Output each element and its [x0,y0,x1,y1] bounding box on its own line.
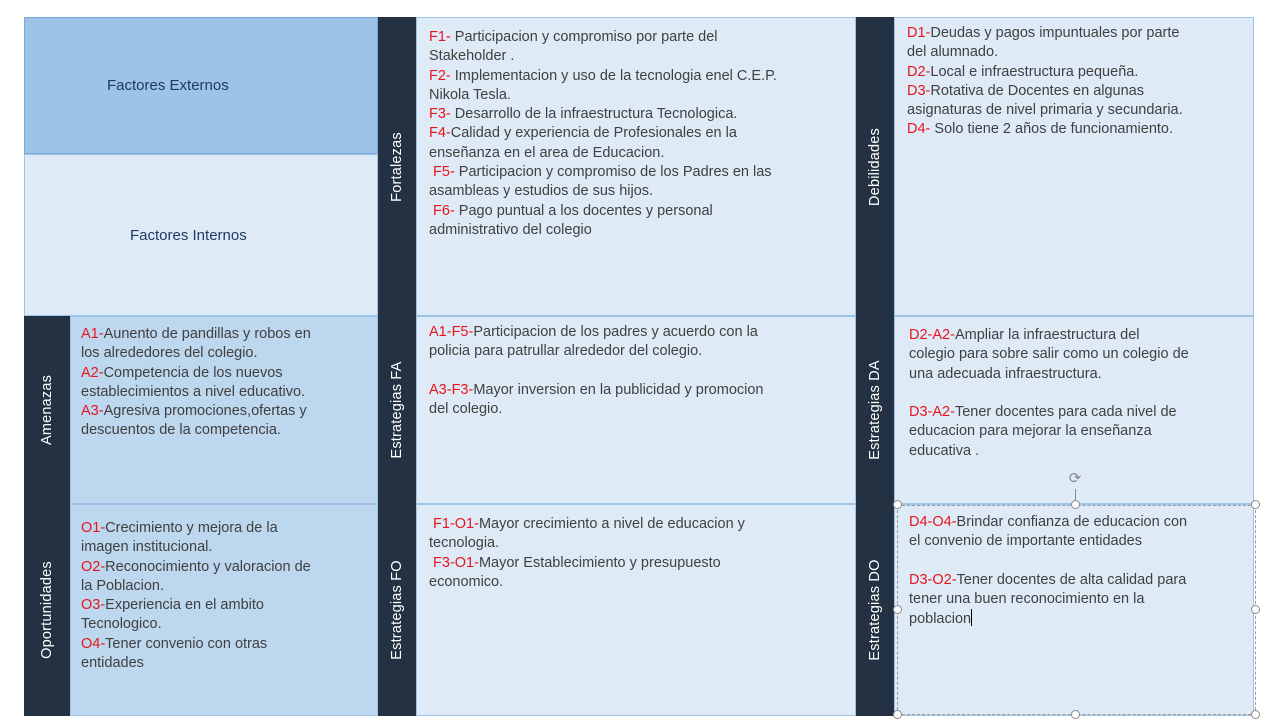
oportunidades-label-cell [24,504,70,716]
estrategias-fo-cell [416,504,856,716]
estrategias-do-textbox[interactable] [894,504,1254,716]
fortalezas-cell [416,17,856,316]
estrategias-fa-label: Estrategias FA [389,361,405,459]
fortalezas-text [429,28,777,240]
resize-handle-bottom-right[interactable] [1251,710,1260,719]
text-line: los alrededores del colegio. [81,345,258,362]
oportunidades-label: Oportunidades [39,561,55,659]
text-line: educativa . [909,442,980,459]
resize-handle-middle-left[interactable] [893,605,902,614]
text-line: el convenio de importante entidades [909,533,1142,550]
list-item: F1- Participacion y compromiso por parte del [429,29,718,45]
text-line: colegio para sobre salir como un colegio de [909,346,1189,363]
list-item: F4-Calidad y experiencia de Profesionales en la [429,125,737,142]
list-item: O3-Experiencia en el ambito [81,597,264,614]
text-line-with-cursor: poblacion [909,611,972,628]
estrategias-fo-label-cell [378,504,416,716]
list-item: D4- Solo tiene 2 años de funcionamiento. [907,121,1174,138]
resize-handle-middle-right[interactable] [1251,605,1260,614]
oportunidades-cell [70,504,378,716]
list-item: A3-Agresiva promociones,ofertas y [81,403,307,420]
estrategias-fo-label: Estrategias FO [389,560,405,660]
text-line: entidades [81,655,144,672]
text-line: del alumnado. [907,44,999,61]
text-line: tecnologia. [429,535,500,552]
list-item: F3- Desarrollo de la infraestructura Tecnologica. [429,106,738,123]
text-line: asignaturas de nivel primaria y secundaria. [907,102,1183,119]
text-line: Nikola Tesla. [429,86,511,103]
list-item: D2-A2-Ampliar la infraestructura del [909,327,1140,343]
resize-handle-top-center[interactable] [1071,500,1080,509]
fortalezas-label: Fortalezas [389,131,405,202]
estrategias-do-text[interactable] [909,513,1187,630]
list-item: F3-O1-Mayor Establecimiento y presupuesto [433,554,721,571]
factores-externos-title: Factores Externos [107,77,229,94]
factores-internos-title: Factores Internos [130,226,247,244]
estrategias-fa-label-cell [378,316,416,504]
resize-handle-top-left[interactable] [893,500,902,509]
list-item: D2-Local e infraestructura pequeña. [907,63,1139,80]
estrategias-da-label: Estrategias DA [867,360,883,460]
list-item: O2-Reconocimiento y valoracion de [81,558,311,575]
estrategias-do-label: Estrategias DO [867,559,883,661]
fortalezas-label-cell [378,17,416,316]
list-item: D3-Rotativa de Docentes en algunas [907,82,1144,99]
list-item: D1-Deudas y pagos impuntuales por parte [907,25,1180,41]
rotate-icon[interactable]: ⟳ [1068,470,1082,487]
estrategias-da-text [909,326,1189,461]
text-line: educacion para mejorar la enseñanza [909,423,1152,440]
list-item: D4-O4-Brindar confianza de educacion con [909,514,1188,530]
text-cursor [971,609,972,626]
text-line: asambleas y estudios de sus hijos. [429,183,654,200]
debilidades-text [907,24,1183,140]
list-item: A3-F3-Mayor inversion en la publicidad y promocion [429,381,764,398]
list-item: A1-F5-Participacion de los padres y acuerdo con la [429,324,758,340]
amenazas-label-cell [24,316,70,504]
resize-handle-top-right[interactable] [1251,500,1260,509]
text-line: policia para patrullar alrededor del colegio. [429,343,703,360]
amenazas-cell [70,316,378,504]
estrategias-fa-text [429,323,763,419]
text-line: una adecuada infraestructura. [909,365,1102,382]
list-item: F2- Implementacion y uso de la tecnologia enel C.E.P. [429,67,777,84]
resize-handle-bottom-left[interactable] [893,710,902,719]
estrategias-fo-text [429,515,745,592]
list-item: A1-Aunento de pandillas y robos en [81,326,311,342]
list-item: A2-Competencia de los nuevos [81,364,283,381]
text-line: descuentos de la competencia. [81,422,281,439]
list-item: F1-O1-Mayor crecimiento a nivel de educacion y [433,516,745,532]
text-line: Tecnologico. [81,616,162,633]
debilidades-label: Debilidades [867,127,883,206]
list-item: F5- Participacion y compromiso de los Padres en las [433,164,772,181]
factores-internos-cell [24,154,378,316]
text-line: la Poblacion. [81,577,165,594]
list-item: O4-Tener convenio con otras [81,635,268,652]
resize-handle-bottom-center[interactable] [1071,710,1080,719]
text-line: enseñanza en el area de Educacion. [429,144,665,161]
estrategias-do-label-cell [856,504,894,716]
oportunidades-text [81,519,311,673]
debilidades-label-cell [856,17,894,316]
list-item: D3-A2-Tener docentes para cada nivel de [909,404,1177,421]
debilidades-cell [894,17,1254,316]
text-line: Stakeholder . [429,48,515,65]
text-line: tener una buen reconocimiento en la [909,591,1145,608]
factores-externos-cell [24,17,378,154]
text-line: economico. [429,573,504,590]
text-line: establecimientos a nivel educativo. [81,383,306,400]
list-item: D3-O2-Tener docentes de alta calidad para [909,571,1187,588]
amenazas-label: Amenazas [39,374,55,446]
amenazas-text [81,325,311,441]
estrategias-fa-cell [416,316,856,504]
text-line: imagen institucional. [81,539,213,556]
text-line: administrativo del colegio [429,221,592,238]
text-line: del colegio. [429,401,503,418]
list-item: O1-Crecimiento y mejora de la [81,520,278,536]
estrategias-da-label-cell [856,316,894,504]
list-item: F6- Pago puntual a los docentes y personal [433,202,713,219]
